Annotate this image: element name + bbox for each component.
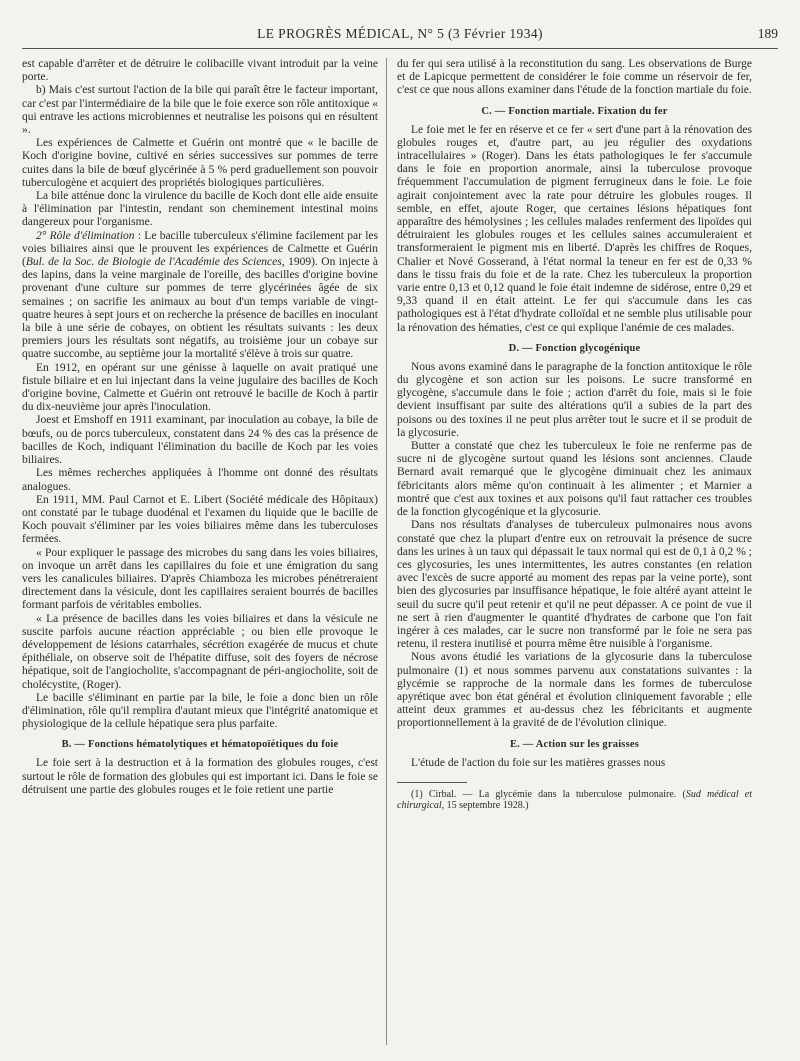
footnote-divider [397,782,467,783]
paragraph: Le foie sert à la destruction et à la formation des globules rouges, c'est surtout le rôle de formation des globules qui est important ici. Dans le foie se détruisent une partie des globules rouges et le foie retient une partie [22,757,378,796]
paragraph: Les mêmes recherches appliquées à l'homme ont donné des résultats analogues. [22,467,378,493]
paragraph: Dans nos résultats d'analyses de tuberculeux pulmonaires nous avons constaté que chez la plupart d'entre eux on retrouvait la présence de sucre dans les urines à un taux qui dépassait le taux normal qui est de 0,1 à 0,2 % ; ces glycosuries, les unes intermittentes, les autres constantes (en relation avec l'excès de sucre apporté au moment des repas par la veine porte), sont bien des glycosuries par insuffisance hépatique, le foie altéré ayant atteint le seuil du sucre qu'il peut retenir et qu'il ne peut dépasser. A ce point de vue il ne sert à rien d'augmenter le quantité d'hydrates de carbone que l'on fait ingérer à ces malades, car le sucre non transformé par le foie ne sera pas retenu, il restera inutilisé et pourra même être nuisible à l'organisme. [397,519,752,651]
section-heading-e: E. — Action sur les graisses [509,738,640,750]
paragraph: En 1912, en opérant sur une génisse à laquelle on avait pratiqué une fistule biliaire et en lui injectant dans la veine jugulaire des bacilles de Koch d'origine bovine, Calmette et Guérin ont retrouvé le bacille de Koch à partir du dix-neuvième jour après l'inoculation. [22,361,378,414]
paragraph: Butter a constaté que chez les tuberculeux le foie ne renferme pas de sucre ni de glycogène surtout quand les lésions sont anciennes. Claude Bernard avait remarqué que le glycogène diminuait chez les animaux fébricitants alors même qu'on continuait à les alimenter ; et Marnier a montré que c'est aux toxines et aux poisons qu'il faut rattacher ces troubles de la fonction glycogénique et la glycosurie. [397,440,752,519]
paragraph-text: , 1909). On injecte à des lapins, dans la veine marginale de l'oreille, des bacilles d'origine bovine provenant d'une culture sur pommes de terre glycérinées âgée de six semaines ; on sacrifie les animaux au bout d'un temps variable de vingt-quatre heures à sept jours et on recherche la présence de bacilles en inoculant la bile à une série de cobayes, on obtient les résultats suivants : les deux premiers jours les résultats sont négatifs, au troisième jour un cobaye sur quatre succombe, au septième jour la mortalité s'élève à trois sur quatre. [22,256,378,361]
paragraph-text: : Le bacille tuberculeux s'élimine facilement par les voies biliaires ainsi que le prouvent les expériences de Calmette et Guérin ( [22,229,378,269]
right-column [386,58,752,1045]
paragraph: Le bacille s'éliminant en partie par la bile, le foie a donc bien un rôle d'élimination, rôle qu'il remplira d'autant mieux que l'intégrité anatomique et physiologique de la cellule hépatique sera plus parfaite. [22,691,378,731]
paragraph: Le foie met le fer en réserve et ce fer « sert d'une part à la rénovation des globules rouges et, d'autre part, au jeu régulier des oxydations intracellulaires » (Roger). Dans les états pathologiques le fer s'accumule dans le foie en proportion anormale, ainsi la tuberculose provoque fréquemment l'accumulation de pigment ferrugineux dans le foie. Le foie agirait conjointement avec la rate pour détruire les globules rouges. Il semble, en effet, ajoute Roger, que certaines lésions hépatiques font apparaître des hémolysines ; les cellules malades renferment des lipoïdes qui détruiraient les globules rouges et les cellules saines accumuleraient et transformeraient le pigment mis en liberté. D'après les chiffres de Roques, Chalier et Nové Gosserand, à l'état normal la teneur en fer est de 0,33 % dans le tissu frais du foie et de la rate. Chez les tuberculeux la proportion varie entre 0,13 et 0,12 quand le foie était indemne de sidérose, entre 0,29 et 9,33 quand il en était atteint. Le fer qui s'accumule dans les cas pathologiques est à l'état d'hydrate colloïdal et ne semble plus utilisable pour la rénovation des hématies, c'est ce qui explique l'anémie de ces malades. [397,123,752,334]
footnote [397,789,752,812]
paragraph [22,230,378,362]
paragraph: Nous avons examiné dans le paragraphe de la fonction antitoxique le rôle du glycogène et son action sur les poisons. Le sucre transformé en glycogène, s'accumule dans le foie ; action d'arrêt du foie, mais si le foie devient insuffisant par suite des altérations qu'il a subies de la part des poisons ou des toxines il ne peut plus arrêter tout le sucre et il se produit de la glycosurie. [397,360,752,439]
page-number: 189 [757,26,778,41]
paragraph: En 1911, MM. Paul Carnot et E. Libert (Société médicale des Hôpitaux) ont constaté par le tubage duodénal et l'examen du liquide que le bacille de Koch pouvait s'éliminer par les voies biliaires même dans les tuberculoses fermées. [22,493,378,546]
running-title: LE PROGRÈS MÉDICAL, N° 5 (3 Février 1934) [257,26,543,41]
footnote-text: (1) Cirbal. — La glycémie dans la tuberculose pulmonaire. ( [411,788,686,800]
paragraph: La bile atténue donc la virulence du bacille de Koch dont elle aide ensuite à l'élimination par l'intestin, rendant son cheminement intestinal moins dangereux pour l'organisme. [22,190,378,229]
section-heading-c: C. — Fonction martiale. Fixation du fer [481,105,668,117]
paragraph: Joest et Emshoff en 1911 examinant, par inoculation au cobaye, la bile de bœufs, ou de porcs tuberculeux, constatent dans 24 % des cas la présence de bacilles de Koch, indiquant l'élimination du bacille de Koch par les voies biliaires. [22,414,378,467]
paragraph-label: 2° Rôle d'élimination [36,229,135,242]
section-heading-b: B. — Fonctions hématolytiques et hématopoïétiques du foie [61,739,339,751]
paragraph: Nous avons étudié les variations de la glycosurie dans la tuberculose pulmonaire (1) et nous sommes parvenu aux constatations suivantes : la glycémie se rapproche de la normale dans les formes de tuberculose apyrétique avec bon état général et évolution cliniquement favorable ; elle atteint deux grammes et au-dessus chez les fébricitants et augmente proportionnellement à la gravité de de l'évolution clinique. [397,651,752,730]
section-heading-d: D. — Fonction glycogénique [508,342,641,354]
paragraph: Les expériences de Calmette et Guérin ont montré que « le bacille de Koch d'origine bovine, cultivé en séries successives sur pommes de terre cuites dans la bile de bœuf glycérinée à 5 % perd graduellement son pouvoir tuberculogène et acquiert des propriétés biologiques particulières. [22,137,378,189]
running-header [22,24,778,49]
footnote-reference: Sud médical et chirurgical [397,788,752,812]
paragraph: du fer qui sera utilisé à la reconstitution du sang. Les observations de Burge et de Lapicque permettent de considérer le foie comme un réservoir de fer, c'est ce que nous allons examiner dans l'étude de la fonction martiale du foie. [397,58,752,97]
left-column [22,58,378,1045]
paragraph: « La présence de bacilles dans les voies biliaires et dans la vésicule ne suscite parfois aucune réaction appréciable ; ou bien elle provoque le développement de lésions catarrhales, sécrétion exagérée de mucus et chute épithéliale, on observe soit de l'hépatite diffuse, soit des foyers de nécrose hépatique, soit de l'angiocholite, s'accompagnant de péri-angiocholite, soit de cholécystite, (Roger). [22,612,378,691]
paragraph: L'étude de l'action du foie sur les matières grasses nous [411,756,666,769]
paragraph: b) Mais c'est surtout l'action de la bile qui paraît être le facteur important, car c'est par l'intermédiaire de la bile que le foie exerce son rôle antitoxique « qui entrave les actions microbiennes et neutralise les poisons qui en résultent ». [22,84,378,137]
paragraph: « Pour expliquer le passage des microbes du sang dans les voies biliaires, on invoque un arrêt dans les capillaires du foie et une émigration du sang vers les canalicules biliaires. D'après Chiamboza les microbes pénétreraient directement dans la vésicule, dont les capillaires seraient bourrés de bacilles formant parfois de véritables embolies. [22,546,378,612]
paragraph: est capable d'arrêter et de détruire le colibacille vivant introduit par la veine porte. [22,58,378,84]
bibliographic-reference: Bul. de la Soc. de Biologie de l'Académie des Sciences [25,256,282,269]
footnote-text: , 15 septembre 1928.) [441,800,529,812]
